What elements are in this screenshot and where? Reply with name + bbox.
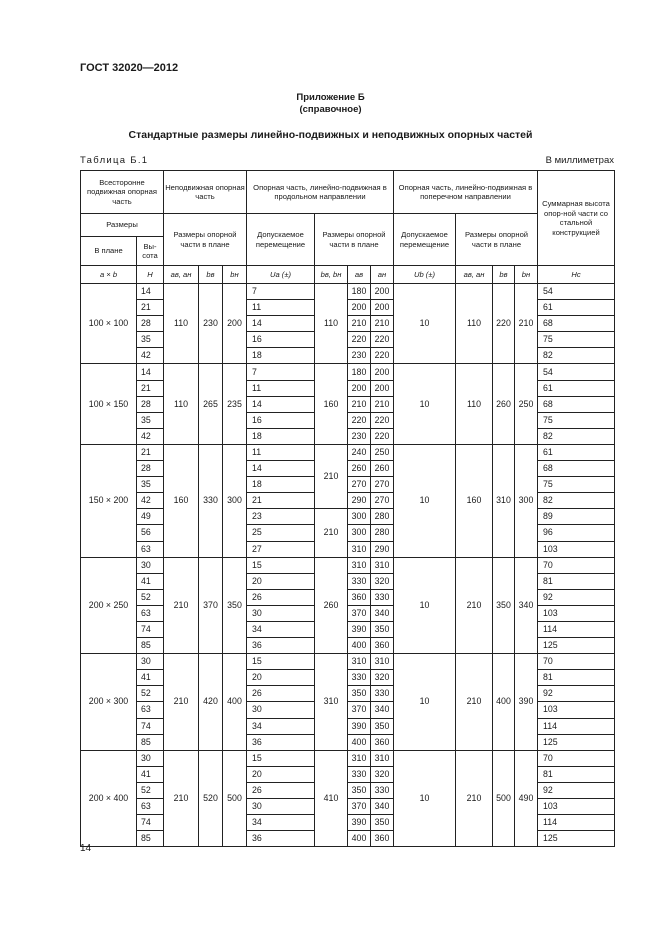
cell-height: 21 [137, 380, 164, 396]
cell-long-av: 350 [348, 782, 371, 798]
cell-long-av: 330 [348, 766, 371, 782]
cell-long-an: 290 [371, 541, 394, 557]
cell-total-height: 68 [538, 396, 615, 412]
cell-total-height: 114 [538, 718, 615, 734]
cell-Ua: 34 [247, 815, 315, 831]
cell-trans-bv: 400 [493, 654, 515, 751]
sym-fixed-bv: bв [199, 266, 223, 284]
cell-long-av: 200 [348, 380, 371, 396]
cell-long-an: 200 [371, 380, 394, 396]
cell-height: 30 [137, 750, 164, 766]
cell-height: 21 [137, 444, 164, 460]
cell-Ua: 34 [247, 718, 315, 734]
sym-fixed-bn: bн [223, 266, 247, 284]
cell-plan-size: 200 × 300 [81, 654, 137, 751]
cell-plan-size: 150 × 200 [81, 444, 137, 557]
cell-Ua: 18 [247, 477, 315, 493]
header-all-directions: Всесторонне подвижная опорная часть [81, 171, 164, 214]
cell-long-an: 350 [371, 718, 394, 734]
cell-total-height: 114 [538, 815, 615, 831]
dimensions-table [80, 170, 615, 847]
cell-Ua: 23 [247, 509, 315, 525]
cell-long-av: 300 [348, 525, 371, 541]
cell-Ub: 10 [394, 364, 456, 444]
cell-Ub: 10 [394, 557, 456, 654]
cell-long-av: 390 [348, 815, 371, 831]
cell-long-av: 210 [348, 316, 371, 332]
cell-Ua: 18 [247, 428, 315, 444]
table-row [81, 654, 615, 670]
cell-long-av: 360 [348, 589, 371, 605]
cell-trans-a: 160 [456, 444, 493, 557]
sym-Ub: Ub (±) [394, 266, 456, 284]
cell-trans-bv: 500 [493, 750, 515, 847]
cell-long-av: 300 [348, 509, 371, 525]
cell-long-av: 350 [348, 686, 371, 702]
cell-Ua: 14 [247, 396, 315, 412]
cell-fixed-a: 210 [164, 654, 199, 751]
cell-Ub: 10 [394, 284, 456, 364]
cell-height: 42 [137, 348, 164, 364]
cell-long-b: 210 [315, 509, 348, 557]
sym-Hc: Hс [538, 266, 615, 284]
cell-long-an: 330 [371, 589, 394, 605]
cell-long-an: 350 [371, 621, 394, 637]
cell-fixed-a: 210 [164, 557, 199, 654]
cell-height: 14 [137, 364, 164, 380]
cell-long-b: 210 [315, 444, 348, 508]
cell-fixed-bn: 235 [223, 364, 247, 444]
cell-Ua: 7 [247, 364, 315, 380]
cell-Ua: 14 [247, 316, 315, 332]
cell-long-b: 260 [315, 557, 348, 654]
cell-long-an: 360 [371, 638, 394, 654]
cell-long-av: 220 [348, 412, 371, 428]
cell-trans-a: 110 [456, 284, 493, 364]
cell-long-an: 340 [371, 799, 394, 815]
cell-long-an: 270 [371, 493, 394, 509]
header-longitudinal: Опорная часть, линейно-подвижная в продольном направлении [247, 171, 394, 214]
page-title: Стандартные размеры линейно-подвижных и неподвижных опорных частей [128, 129, 533, 141]
cell-Ua: 27 [247, 541, 315, 557]
cell-long-av: 200 [348, 300, 371, 316]
cell-trans-bn: 300 [515, 444, 538, 557]
cell-total-height: 103 [538, 799, 615, 815]
cell-trans-bv: 350 [493, 557, 515, 654]
header-in-plan: В плане [81, 237, 137, 266]
cell-trans-bn: 490 [515, 750, 538, 847]
cell-height: 63 [137, 605, 164, 621]
cell-fixed-bn: 400 [223, 654, 247, 751]
cell-long-av: 270 [348, 477, 371, 493]
cell-Ua: 30 [247, 702, 315, 718]
sym-trans-bv: bв [493, 266, 515, 284]
cell-height: 52 [137, 589, 164, 605]
cell-trans-a: 210 [456, 654, 493, 751]
document-header-code: ГОСТ 32020—2012 [80, 62, 179, 74]
cell-Ua: 14 [247, 461, 315, 477]
cell-height: 28 [137, 396, 164, 412]
cell-total-height: 125 [538, 831, 615, 847]
sym-a-x-b: a × b [81, 266, 137, 284]
cell-total-height: 103 [538, 605, 615, 621]
cell-Ua: 26 [247, 686, 315, 702]
cell-long-av: 400 [348, 734, 371, 750]
cell-long-an: 330 [371, 782, 394, 798]
cell-Ua: 26 [247, 782, 315, 798]
table-row [81, 750, 615, 766]
cell-fixed-bv: 265 [199, 364, 223, 444]
cell-Ua: 34 [247, 621, 315, 637]
cell-plan-size: 200 × 400 [81, 750, 137, 847]
cell-trans-bn: 390 [515, 654, 538, 751]
cell-Ua: 25 [247, 525, 315, 541]
header-total-height: Суммарная высота опор-ной части со стальной конструкцией [538, 171, 615, 266]
cell-fixed-bv: 520 [199, 750, 223, 847]
cell-long-av: 400 [348, 831, 371, 847]
cell-Ua: 18 [247, 348, 315, 364]
cell-fixed-a: 160 [164, 444, 199, 557]
cell-long-an: 200 [371, 300, 394, 316]
cell-long-an: 220 [371, 412, 394, 428]
cell-total-height: 82 [538, 493, 615, 509]
cell-long-av: 310 [348, 557, 371, 573]
cell-total-height: 61 [538, 380, 615, 396]
cell-long-an: 360 [371, 831, 394, 847]
cell-height: 63 [137, 799, 164, 815]
cell-height: 52 [137, 686, 164, 702]
cell-long-av: 370 [348, 702, 371, 718]
cell-plan-size: 200 × 250 [81, 557, 137, 654]
sym-Ua: Ua (±) [247, 266, 315, 284]
cell-long-an: 250 [371, 444, 394, 460]
cell-plan-size: 100 × 150 [81, 364, 137, 444]
cell-total-height: 81 [538, 670, 615, 686]
table-caption: Таблица Б.1 [80, 155, 149, 166]
cell-fixed-a: 210 [164, 750, 199, 847]
cell-total-height: 75 [538, 332, 615, 348]
cell-Ua: 15 [247, 557, 315, 573]
cell-total-height: 81 [538, 766, 615, 782]
cell-long-an: 280 [371, 509, 394, 525]
table-row [81, 364, 615, 380]
cell-height: 28 [137, 461, 164, 477]
cell-trans-a: 210 [456, 750, 493, 847]
page-number: 14 [80, 843, 92, 854]
table-row [81, 557, 615, 573]
cell-trans-bn: 250 [515, 364, 538, 444]
cell-long-av: 180 [348, 284, 371, 300]
cell-long-an: 220 [371, 332, 394, 348]
cell-long-an: 210 [371, 396, 394, 412]
cell-long-av: 390 [348, 718, 371, 734]
cell-long-an: 340 [371, 605, 394, 621]
cell-Ua: 11 [247, 380, 315, 396]
cell-height: 42 [137, 493, 164, 509]
table-row [81, 444, 615, 460]
cell-long-av: 210 [348, 396, 371, 412]
cell-long-av: 310 [348, 750, 371, 766]
cell-long-av: 180 [348, 364, 371, 380]
cell-total-height: 70 [538, 557, 615, 573]
cell-Ua: 36 [247, 734, 315, 750]
cell-trans-bn: 340 [515, 557, 538, 654]
cell-fixed-bn: 500 [223, 750, 247, 847]
cell-height: 14 [137, 284, 164, 300]
sym-long-av: aв [348, 266, 371, 284]
header-height: Вы-сота [137, 237, 164, 266]
cell-long-av: 240 [348, 444, 371, 460]
cell-total-height: 82 [538, 348, 615, 364]
cell-long-av: 260 [348, 461, 371, 477]
cell-Ub: 10 [394, 654, 456, 751]
cell-height: 21 [137, 300, 164, 316]
cell-long-an: 320 [371, 766, 394, 782]
cell-long-an: 360 [371, 734, 394, 750]
header-long-plan-sizes: Размеры опорной части в плане [315, 214, 394, 266]
cell-fixed-bv: 330 [199, 444, 223, 557]
cell-long-av: 390 [348, 621, 371, 637]
cell-height: 30 [137, 654, 164, 670]
cell-fixed-bv: 420 [199, 654, 223, 751]
cell-long-an: 220 [371, 428, 394, 444]
cell-trans-a: 110 [456, 364, 493, 444]
cell-Ua: 20 [247, 670, 315, 686]
header-trans-allowed-move: Допускаемое перемещение [394, 214, 456, 266]
cell-height: 74 [137, 621, 164, 637]
cell-Ua: 20 [247, 766, 315, 782]
cell-long-av: 330 [348, 670, 371, 686]
cell-height: 52 [137, 782, 164, 798]
cell-total-height: 61 [538, 444, 615, 460]
header-sizes: Размеры [81, 214, 164, 237]
cell-long-an: 310 [371, 654, 394, 670]
cell-total-height: 103 [538, 702, 615, 718]
cell-total-height: 70 [538, 654, 615, 670]
cell-Ua: 20 [247, 573, 315, 589]
cell-total-height: 68 [538, 316, 615, 332]
sym-trans-a: aв, aн [456, 266, 493, 284]
cell-height: 35 [137, 477, 164, 493]
cell-long-an: 350 [371, 815, 394, 831]
cell-height: 35 [137, 332, 164, 348]
cell-long-av: 230 [348, 428, 371, 444]
appendix-heading [0, 92, 661, 116]
cell-height: 41 [137, 766, 164, 782]
cell-total-height: 125 [538, 734, 615, 750]
cell-height: 85 [137, 831, 164, 847]
cell-fixed-bv: 370 [199, 557, 223, 654]
header-trans-plan-sizes: Размеры опорной части в плане [456, 214, 538, 266]
cell-long-av: 370 [348, 799, 371, 815]
cell-long-an: 310 [371, 557, 394, 573]
cell-height: 85 [137, 638, 164, 654]
cell-long-av: 370 [348, 605, 371, 621]
cell-height: 85 [137, 734, 164, 750]
cell-total-height: 92 [538, 589, 615, 605]
cell-total-height: 70 [538, 750, 615, 766]
cell-total-height: 81 [538, 573, 615, 589]
cell-height: 28 [137, 316, 164, 332]
cell-total-height: 89 [538, 509, 615, 525]
table-row [81, 284, 615, 300]
cell-Ua: 15 [247, 654, 315, 670]
table-body [81, 171, 615, 847]
cell-long-an: 280 [371, 525, 394, 541]
cell-fixed-bv: 230 [199, 284, 223, 364]
cell-long-an: 330 [371, 686, 394, 702]
cell-long-av: 310 [348, 541, 371, 557]
cell-total-height: 103 [538, 541, 615, 557]
cell-total-height: 92 [538, 782, 615, 798]
header-transverse: Опорная часть, линейно-подвижная в поперечном направлении [394, 171, 538, 214]
cell-long-av: 220 [348, 332, 371, 348]
cell-long-an: 270 [371, 477, 394, 493]
cell-long-an: 220 [371, 348, 394, 364]
cell-long-b: 110 [315, 284, 348, 364]
cell-total-height: 54 [538, 284, 615, 300]
cell-Ua: 16 [247, 332, 315, 348]
sym-long-an: aн [371, 266, 394, 284]
cell-height: 41 [137, 670, 164, 686]
cell-total-height: 92 [538, 686, 615, 702]
cell-Ua: 26 [247, 589, 315, 605]
cell-long-an: 320 [371, 573, 394, 589]
cell-height: 42 [137, 428, 164, 444]
cell-total-height: 54 [538, 364, 615, 380]
cell-Ua: 11 [247, 444, 315, 460]
header-fixed-plan-sizes: Размеры опорной части в плане [164, 214, 247, 266]
cell-Ua: 21 [247, 493, 315, 509]
cell-long-an: 210 [371, 316, 394, 332]
cell-long-b: 160 [315, 364, 348, 444]
cell-height: 74 [137, 815, 164, 831]
units-note: В миллиметрах [545, 155, 614, 166]
cell-long-av: 330 [348, 573, 371, 589]
cell-total-height: 96 [538, 525, 615, 541]
cell-long-an: 200 [371, 284, 394, 300]
cell-trans-bn: 210 [515, 284, 538, 364]
cell-long-av: 400 [348, 638, 371, 654]
cell-Ua: 16 [247, 412, 315, 428]
sym-H: H [137, 266, 164, 284]
cell-trans-bv: 220 [493, 284, 515, 364]
cell-height: 41 [137, 573, 164, 589]
cell-height: 63 [137, 702, 164, 718]
cell-fixed-bn: 300 [223, 444, 247, 557]
header-long-allowed-move: Допускаемое перемещение [247, 214, 315, 266]
cell-long-b: 310 [315, 654, 348, 751]
appendix-title: Приложение Б [296, 92, 365, 103]
cell-Ua: 11 [247, 300, 315, 316]
cell-fixed-a: 110 [164, 364, 199, 444]
cell-Ub: 10 [394, 444, 456, 557]
cell-height: 35 [137, 412, 164, 428]
cell-fixed-bn: 350 [223, 557, 247, 654]
cell-height: 49 [137, 509, 164, 525]
header-fixed: Неподвижная опорная часть [164, 171, 247, 214]
cell-total-height: 125 [538, 638, 615, 654]
cell-Ua: 36 [247, 831, 315, 847]
cell-long-an: 320 [371, 670, 394, 686]
cell-long-an: 340 [371, 702, 394, 718]
cell-Ua: 36 [247, 638, 315, 654]
cell-height: 30 [137, 557, 164, 573]
cell-Ua: 30 [247, 605, 315, 621]
cell-total-height: 82 [538, 428, 615, 444]
cell-Ua: 7 [247, 284, 315, 300]
sym-fixed-a: aв, aн [164, 266, 199, 284]
appendix-note: (справочное) [299, 104, 362, 115]
sym-trans-bn: bн [515, 266, 538, 284]
cell-long-b: 410 [315, 750, 348, 847]
header-row-symbols [81, 266, 615, 284]
cell-trans-a: 210 [456, 557, 493, 654]
cell-total-height: 61 [538, 300, 615, 316]
cell-long-av: 310 [348, 654, 371, 670]
sym-long-b: bв, bн [315, 266, 348, 284]
cell-plan-size: 100 × 100 [81, 284, 137, 364]
cell-trans-bv: 310 [493, 444, 515, 557]
cell-total-height: 68 [538, 461, 615, 477]
cell-trans-bv: 260 [493, 364, 515, 444]
cell-fixed-bn: 200 [223, 284, 247, 364]
cell-long-an: 310 [371, 750, 394, 766]
cell-total-height: 75 [538, 412, 615, 428]
cell-height: 63 [137, 541, 164, 557]
cell-height: 74 [137, 718, 164, 734]
header-row-sizes [81, 214, 615, 237]
cell-fixed-a: 110 [164, 284, 199, 364]
cell-long-av: 290 [348, 493, 371, 509]
header-row-groups [81, 171, 615, 214]
cell-total-height: 75 [538, 477, 615, 493]
cell-long-an: 260 [371, 461, 394, 477]
cell-long-an: 200 [371, 364, 394, 380]
cell-long-av: 230 [348, 348, 371, 364]
cell-Ub: 10 [394, 750, 456, 847]
cell-total-height: 114 [538, 621, 615, 637]
cell-height: 56 [137, 525, 164, 541]
cell-Ua: 30 [247, 799, 315, 815]
cell-Ua: 15 [247, 750, 315, 766]
